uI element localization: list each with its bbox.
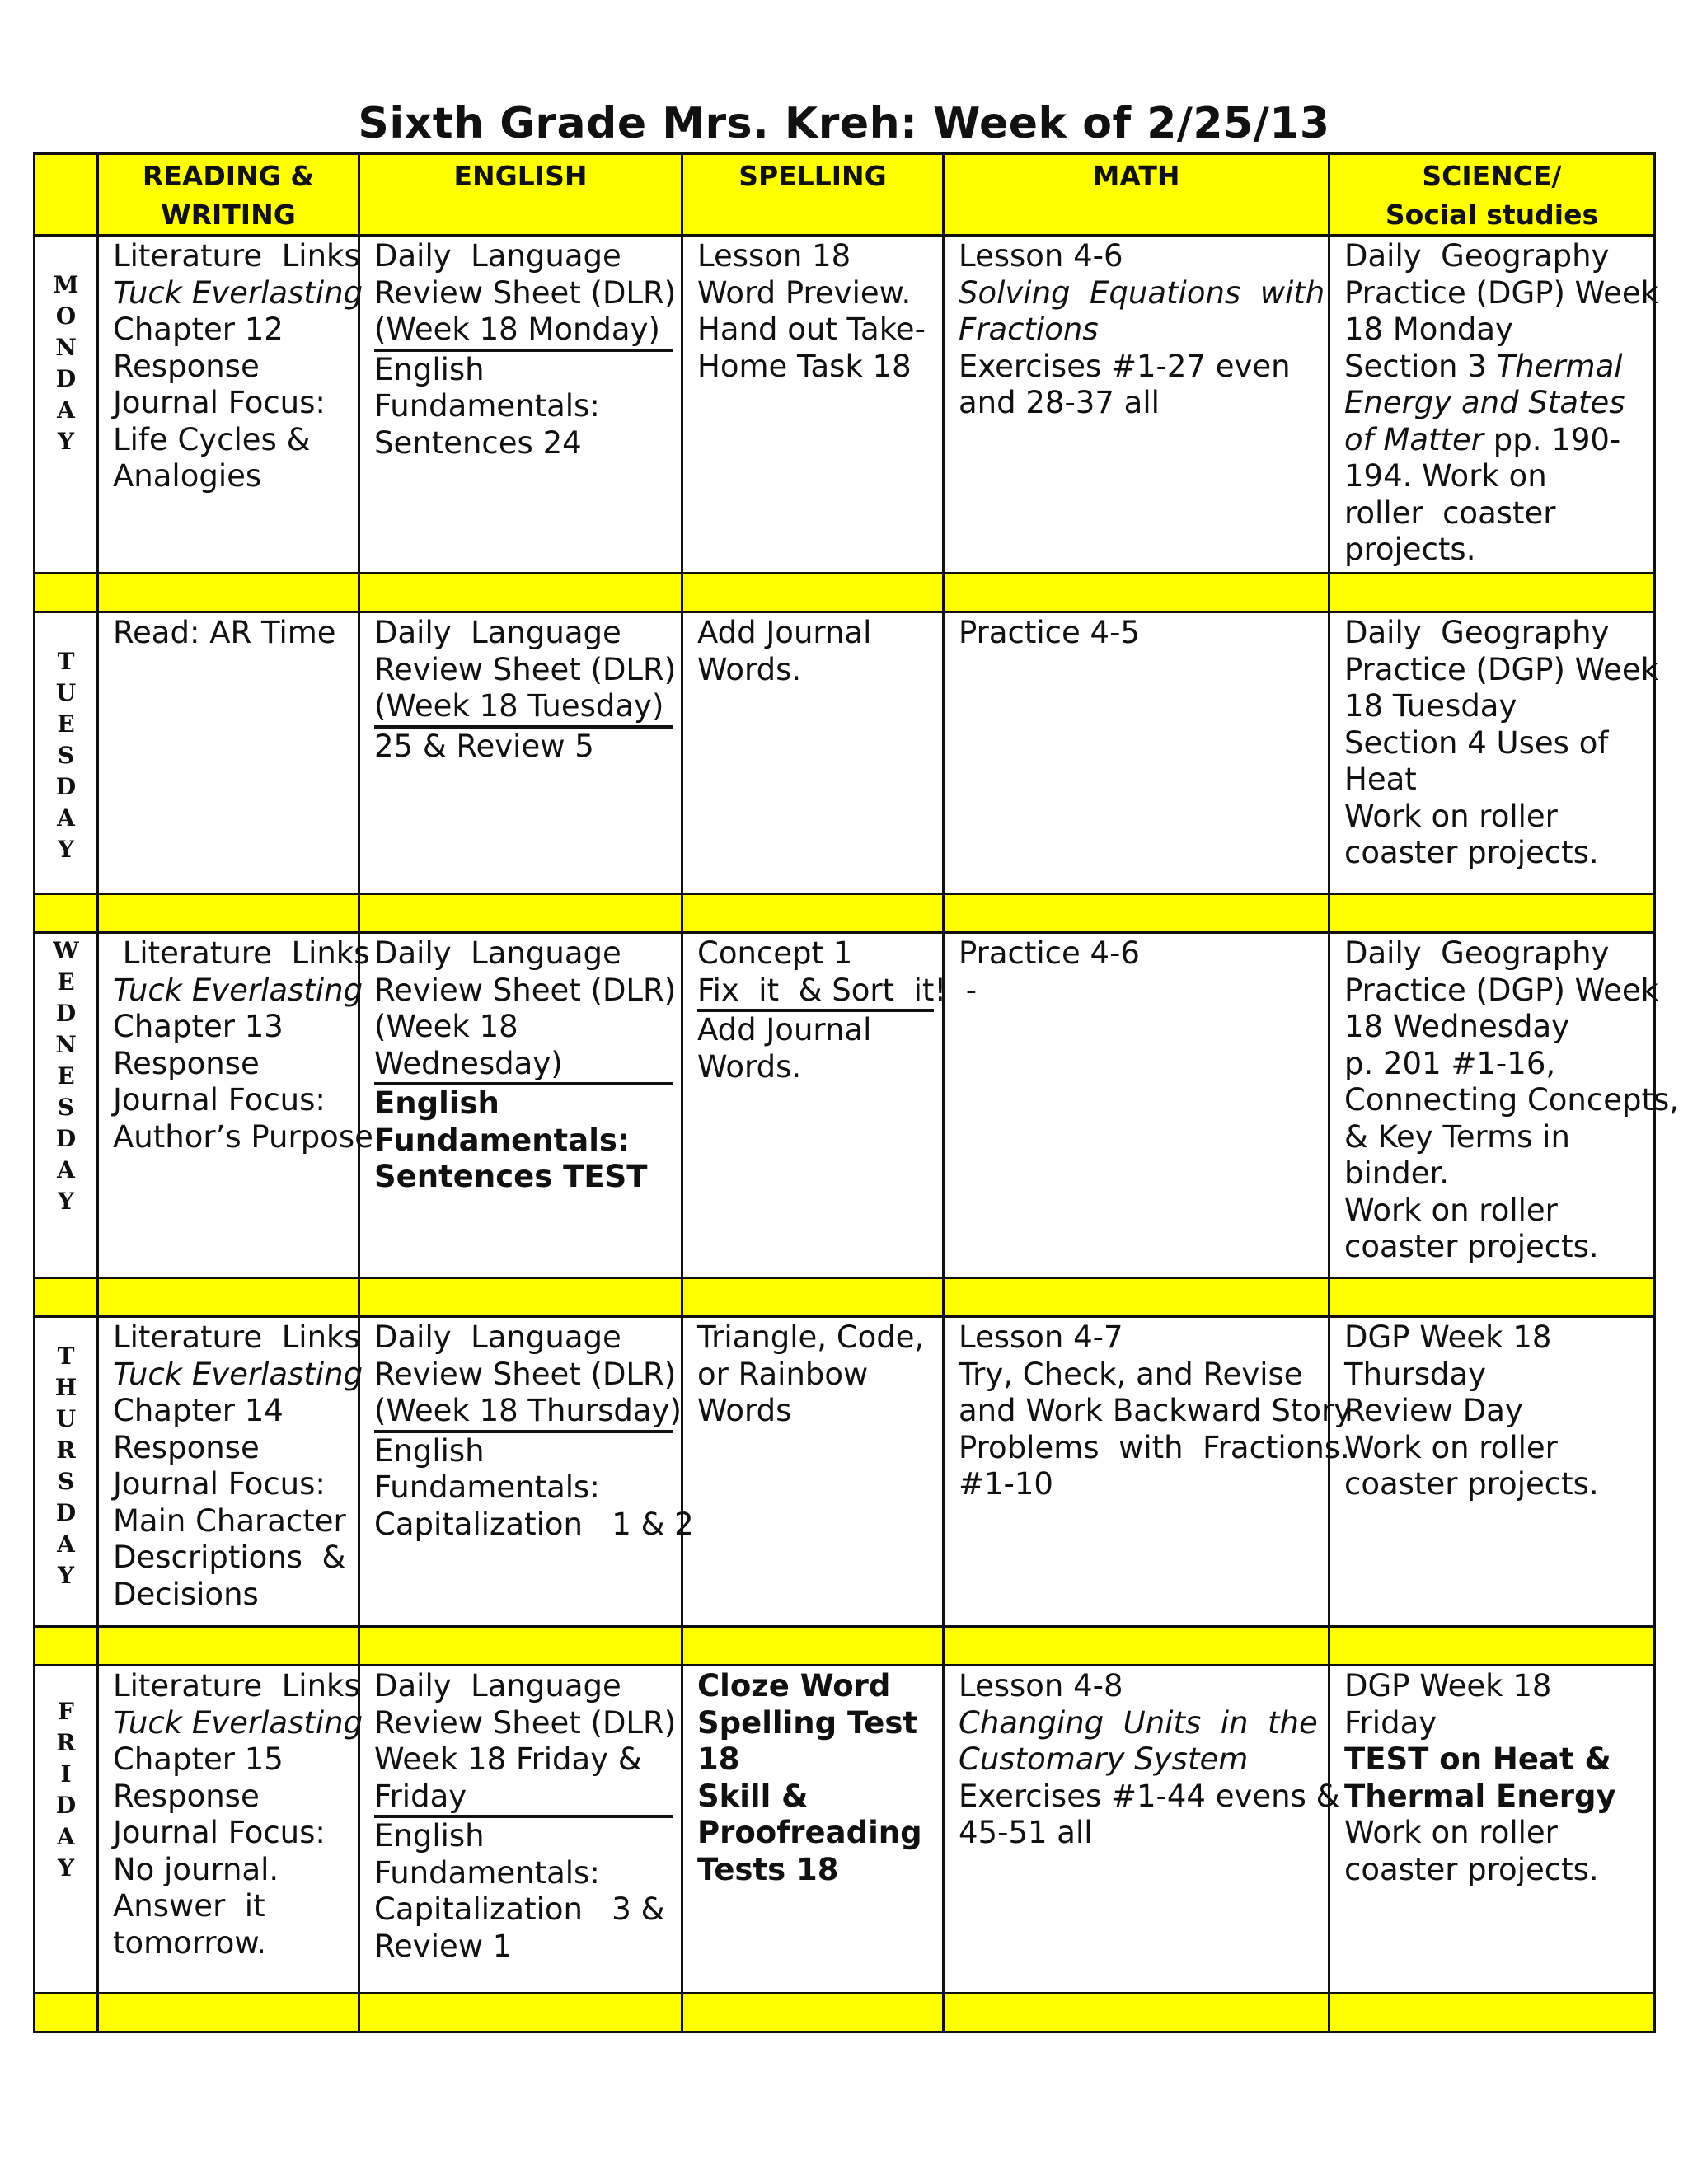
text-line: Work on roller [1344,1815,1558,1850]
text-line: Work on roller [1344,1192,1558,1228]
cell-lines [959,935,1320,972]
separator-row [35,1278,1655,1317]
text-line: Tuck Everlasting [113,972,363,1008]
text-line: Response [113,1429,260,1465]
text-line: Review Sheet (DLR) [374,274,677,311]
text-line: Practice 4-6 [959,935,1140,971]
cell-lines [1344,458,1645,569]
science-section-text: Section 3 [1344,348,1497,384]
text-line: T [57,648,75,675]
text-line: Fundamentals: [374,388,600,424]
text-line: A [57,1530,75,1558]
header-science-line: SCIENCE/ [1422,160,1562,192]
separator-row [35,1994,1655,2032]
separator-row [35,574,1655,612]
text-line: Work on roller [1344,798,1558,834]
text-line: 18 Wednesday [1344,1009,1570,1044]
english-fundamentals-block [374,352,673,462]
text-line: Words. [697,651,802,687]
text-line: Fix it & Sort it! - [697,972,978,1008]
text-line: Customary System [959,1741,1249,1777]
text-line: Response [113,348,260,384]
text-line: 18 Tuesday [1344,688,1517,724]
text-line: tomorrow. [113,1924,267,1961]
text-line: (Week 18 [374,1009,518,1044]
text-line: Lesson 4-7 [959,1319,1123,1355]
day-letters [35,1666,96,1884]
day-letters [35,237,96,457]
text-line: 45-51 all [959,1815,1093,1850]
english-dlr-block [374,1668,677,1818]
english-fundamentals-block [374,1432,694,1544]
text-line: English [374,1085,499,1121]
text-line: A [57,1823,75,1850]
text-line: Fundamentals: [374,1122,630,1158]
text-line: R [56,1436,76,1464]
text-line: Y [58,1854,74,1882]
monday-english [359,236,682,574]
day-letters [35,1318,96,1591]
thursday-spelling [682,1317,944,1627]
text-line: Friday [1344,1704,1437,1741]
text-line: Journal Focus: [113,1466,326,1502]
english-test-block [374,1085,673,1196]
text-line: U [55,1405,77,1432]
header-reading-writing [98,154,359,236]
text-line: Hand out Take- [697,312,926,347]
text-line: roller coaster [1344,494,1556,531]
cell-lines [113,935,373,1155]
monday-math [944,236,1329,574]
text-line: binder. [1344,1155,1450,1191]
separator-row [35,894,1655,933]
text-line: Capitalization 3 & [374,1891,665,1927]
monday-row [35,236,1655,574]
monday-reading [98,236,363,574]
text-line: Descriptions & [113,1540,346,1575]
text-line: 194. Work on [1344,458,1547,494]
text-line: M [53,271,79,298]
text-line: Literature Links [113,1668,360,1704]
spelling-concept-block [697,935,978,1012]
text-line: Review Sheet (DLR) [374,972,677,1008]
text-line: O [55,302,77,330]
cell-lines [697,615,934,688]
english-dlr-block [374,935,677,1085]
page-title: Sixth Grade Mrs. Kreh: Week of 2/25/13 [358,99,1330,148]
text-line: and 28-37 all [959,385,1160,420]
text-line: Changing Units in the [959,1704,1318,1741]
text-line: coaster projects. [1344,1229,1599,1264]
text-line: E [57,710,75,738]
text-line: T [57,1343,75,1370]
day-label-friday [35,1666,98,1994]
cell-lines [1344,935,1680,1266]
text-line: Lesson 4-6 [959,238,1123,274]
science-section-title: Thermal [1496,348,1623,384]
english-fundamentals-block [374,1818,673,1965]
text-line: D [55,1000,77,1027]
cell-lines [113,1668,363,1961]
text-line: projects. [1344,532,1476,567]
text-line: Daily Language [374,615,621,650]
header-writing-line: WRITING [161,199,296,231]
day-label-thursday [35,1317,98,1627]
text-line: Exercises #1-27 even [959,348,1291,384]
text-line: Try, Check, and Revise [959,1356,1303,1392]
text-line: Work on roller [1344,1429,1558,1465]
text-line: Wednesday) [374,1045,563,1081]
cell-lines [697,238,934,385]
spelling-test-block [697,1668,934,1888]
cell-lines [1344,615,1659,872]
science-section-title-cont: Energy and States [1344,385,1625,420]
day-label-monday [35,236,98,574]
cell-lines [113,615,349,652]
text-line: Read: AR Time [113,615,336,650]
tuesday-reading [98,612,359,894]
text-line: TEST on Heat & [1344,1741,1611,1777]
tuesday-math [944,612,1329,894]
thursday-row [35,1317,1655,1627]
text-line: Lesson 4-8 [959,1668,1123,1704]
text-line: Literature Links [113,935,370,971]
text-line: S [57,1094,75,1121]
text-line: Daily Language [374,1668,621,1704]
text-line: A [57,396,75,424]
text-line: Thermal Energy [1344,1778,1616,1814]
text-line: coaster projects. [1344,1851,1599,1887]
text-line: Daily Language [374,1319,621,1355]
text-line: Main Character [113,1502,346,1539]
text-line: coaster projects. [1344,1466,1599,1502]
text-line: Tuck Everlasting [113,1704,363,1741]
header-row [35,154,1655,236]
text-line: N [55,334,77,361]
text-line: Home Task 18 [697,348,912,384]
text-line: or Rainbow [697,1356,869,1392]
text-line: 18 [697,1741,740,1777]
text-line: Week 18 Friday & [374,1741,642,1777]
text-line: Review 1 [374,1928,513,1964]
text-line: D [55,773,77,800]
thursday-reading [98,1317,363,1627]
text-line: Life Cycles & [113,421,311,457]
text-line: Daily Geography [1344,238,1610,274]
text-line: DGP Week 18 [1344,1319,1552,1355]
text-line: Practice (DGP) Week [1344,274,1659,311]
day-letters [35,934,96,1217]
text-line: Chapter 15 [113,1741,284,1777]
text-line: Tuck Everlasting [113,1356,363,1392]
wednesday-row [35,933,1655,1278]
cell-lines [113,1319,363,1613]
text-line: Response [113,1045,260,1081]
text-line: D [55,1792,77,1819]
text-line: Review Sheet (DLR) [374,651,677,687]
text-line: Review Day [1344,1393,1523,1428]
header-reading-line: READING & [142,160,315,192]
text-line: Proofreading [697,1815,922,1850]
science-section-title-end: of Matter [1344,421,1484,457]
thursday-science [1329,1317,1655,1627]
science-test-block [1344,1741,1645,1815]
tuesday-science [1329,612,1659,894]
text-line: and Work Backward Story [959,1393,1353,1428]
cell-lines [113,238,363,495]
text-line: N [55,1031,77,1058]
text-line: I [60,1760,72,1788]
header-science [1329,154,1655,236]
text-line: No journal. [113,1851,279,1887]
text-line: S [57,742,75,769]
text-line: Thursday [1344,1356,1487,1392]
text-line: Words. [697,1048,802,1085]
cell-lines [1344,1815,1645,1888]
text-line: Fundamentals: [374,1854,600,1891]
weekly-plan-table [33,152,1680,2033]
text-line: English [374,351,485,387]
text-line: Journal Focus: [113,1815,326,1850]
wednesday-science [1329,933,1680,1278]
science-pages-text: pp. 190- [1484,421,1621,457]
text-line: English [374,1818,485,1854]
text-line: Analogies [113,458,262,494]
text-line: Y [58,1562,74,1589]
english-dlr-block [374,1319,682,1433]
text-line: W [53,937,79,964]
separator-row [35,1627,1655,1666]
header-social-studies-line: Social studies [1385,199,1599,231]
thursday-math [944,1317,1353,1627]
tuesday-english [359,612,682,894]
text-line: Journal Focus: [113,1082,326,1118]
wednesday-math [944,933,1329,1278]
text-line: Daily Language [374,238,621,274]
thursday-english [359,1317,694,1627]
text-line: Heat [1344,762,1417,797]
text-line: A [57,804,75,832]
text-line: Spelling Test [697,1704,918,1741]
text-line: Decisions [113,1576,259,1612]
text-line: Review Sheet (DLR) [374,1704,677,1741]
text-line: Review Sheet (DLR) [374,1356,677,1392]
text-line: Solving Equations with [959,274,1325,311]
text-line: 18 Monday [1344,312,1513,347]
text-line: Y [58,428,74,455]
text-line: Chapter 12 [113,312,284,347]
text-line: Fractions [959,312,1099,347]
text-line: Literature Links [113,1319,360,1355]
cell-lines [1344,1319,1645,1503]
corner-cell [35,154,98,236]
friday-english [359,1666,682,1994]
wednesday-spelling [682,933,978,1278]
text-line: Sentences 24 [374,424,582,461]
text-line: Skill & [697,1778,809,1814]
text-line: Author’s Purpose [113,1118,373,1155]
monday-science [1329,236,1659,574]
wednesday-english [359,933,682,1278]
wednesday-reading [98,933,373,1278]
friday-reading [98,1666,363,1994]
text-line: Practice 4-5 [959,615,1140,650]
cell-lines [1344,1668,1645,1741]
text-line: Practice (DGP) Week [1344,651,1659,687]
text-line: Journal Focus: [113,385,326,420]
day-label-wednesday [35,933,98,1278]
text-line: Chapter 13 [113,1009,284,1044]
text-line: Cloze Word [697,1668,891,1704]
text-line: Literature Links [113,238,360,274]
text-line: Response [113,1778,260,1814]
text-line: DGP Week 18 [1344,1668,1552,1704]
text-line: Capitalization 1 & 2 [374,1506,694,1542]
text-line: D [55,1499,77,1526]
text-line: E [57,968,75,996]
text-line: Daily Geography [1344,615,1610,650]
cell-lines [1344,238,1659,349]
text-line: Problems with Fractions. [959,1429,1350,1465]
text-line: p. 201 #1-16, [1344,1045,1556,1081]
tuesday-row [35,612,1655,894]
text-line: Daily Geography [1344,935,1610,971]
text-line: Tests 18 [697,1851,839,1887]
text-line: Fundamentals: [374,1469,600,1505]
text-line: 25 & Review 5 [374,728,594,764]
text-line: Words [697,1393,792,1428]
text-line: A [57,1156,75,1183]
text-line: S [57,1468,75,1495]
science-pages-line [1344,422,1645,459]
header-english: ENGLISH [359,154,682,236]
friday-row [35,1666,1655,1994]
text-line: (Week 18 Tuesday) [374,688,664,724]
text-line: Word Preview. [697,274,912,311]
text-line: Triangle, Code, [697,1319,925,1355]
text-line: Concept 1 [697,935,853,971]
header-math: MATH [944,154,1329,236]
english-fundamentals-block [374,729,673,766]
text-line: H [54,1374,77,1401]
text-line: Connecting Concepts, [1344,1082,1680,1118]
text-line: English [374,1432,485,1469]
text-line: Add Journal [697,615,872,650]
cell-lines [959,238,1325,422]
spelling-journal-block [697,1012,934,1085]
day-letters [35,613,96,865]
day-label-tuesday [35,612,98,894]
cell-lines [959,615,1320,652]
friday-science [1329,1666,1655,1994]
text-line: Lesson 18 [697,238,851,274]
text-line: Practice (DGP) Week [1344,972,1659,1008]
text-line: (Week 18 Monday) [374,312,660,347]
header-spelling: SPELLING [682,154,944,236]
cell-lines [697,1319,934,1430]
text-line: Tuck Everlasting [113,274,363,311]
text-line: E [57,1062,75,1090]
text-line: Y [58,1188,74,1215]
text-line: coaster projects. [1344,835,1599,870]
text-line: (Week 18 Thursday) [374,1393,682,1428]
cell-lines [959,1319,1353,1503]
friday-spelling [682,1666,944,1994]
text-line: #1-10 [959,1466,1053,1502]
text-line: D [55,1125,77,1152]
text-line: Daily Language [374,935,621,971]
text-line: F [58,1698,74,1725]
cell-lines [959,1668,1340,1852]
friday-math [944,1666,1340,1994]
text-line: Friday [374,1778,467,1814]
text-line: D [55,365,77,392]
text-line: Section 4 Uses of [1344,724,1609,761]
english-dlr-block [374,238,677,352]
text-line: R [56,1729,76,1756]
text-line: Sentences TEST [374,1159,648,1194]
tuesday-spelling [682,612,944,894]
text-line: Chapter 14 [113,1393,284,1428]
text-line: & Key Terms in [1344,1118,1570,1155]
text-line: Y [58,836,74,863]
science-section-line [1344,349,1645,386]
text-line: Answer it [113,1888,265,1924]
monday-spelling [682,236,944,574]
text-line: Exercises #1-44 evens & [959,1778,1340,1814]
text-line: U [55,679,77,706]
english-dlr-block [374,615,677,729]
text-line: Add Journal [697,1012,872,1047]
